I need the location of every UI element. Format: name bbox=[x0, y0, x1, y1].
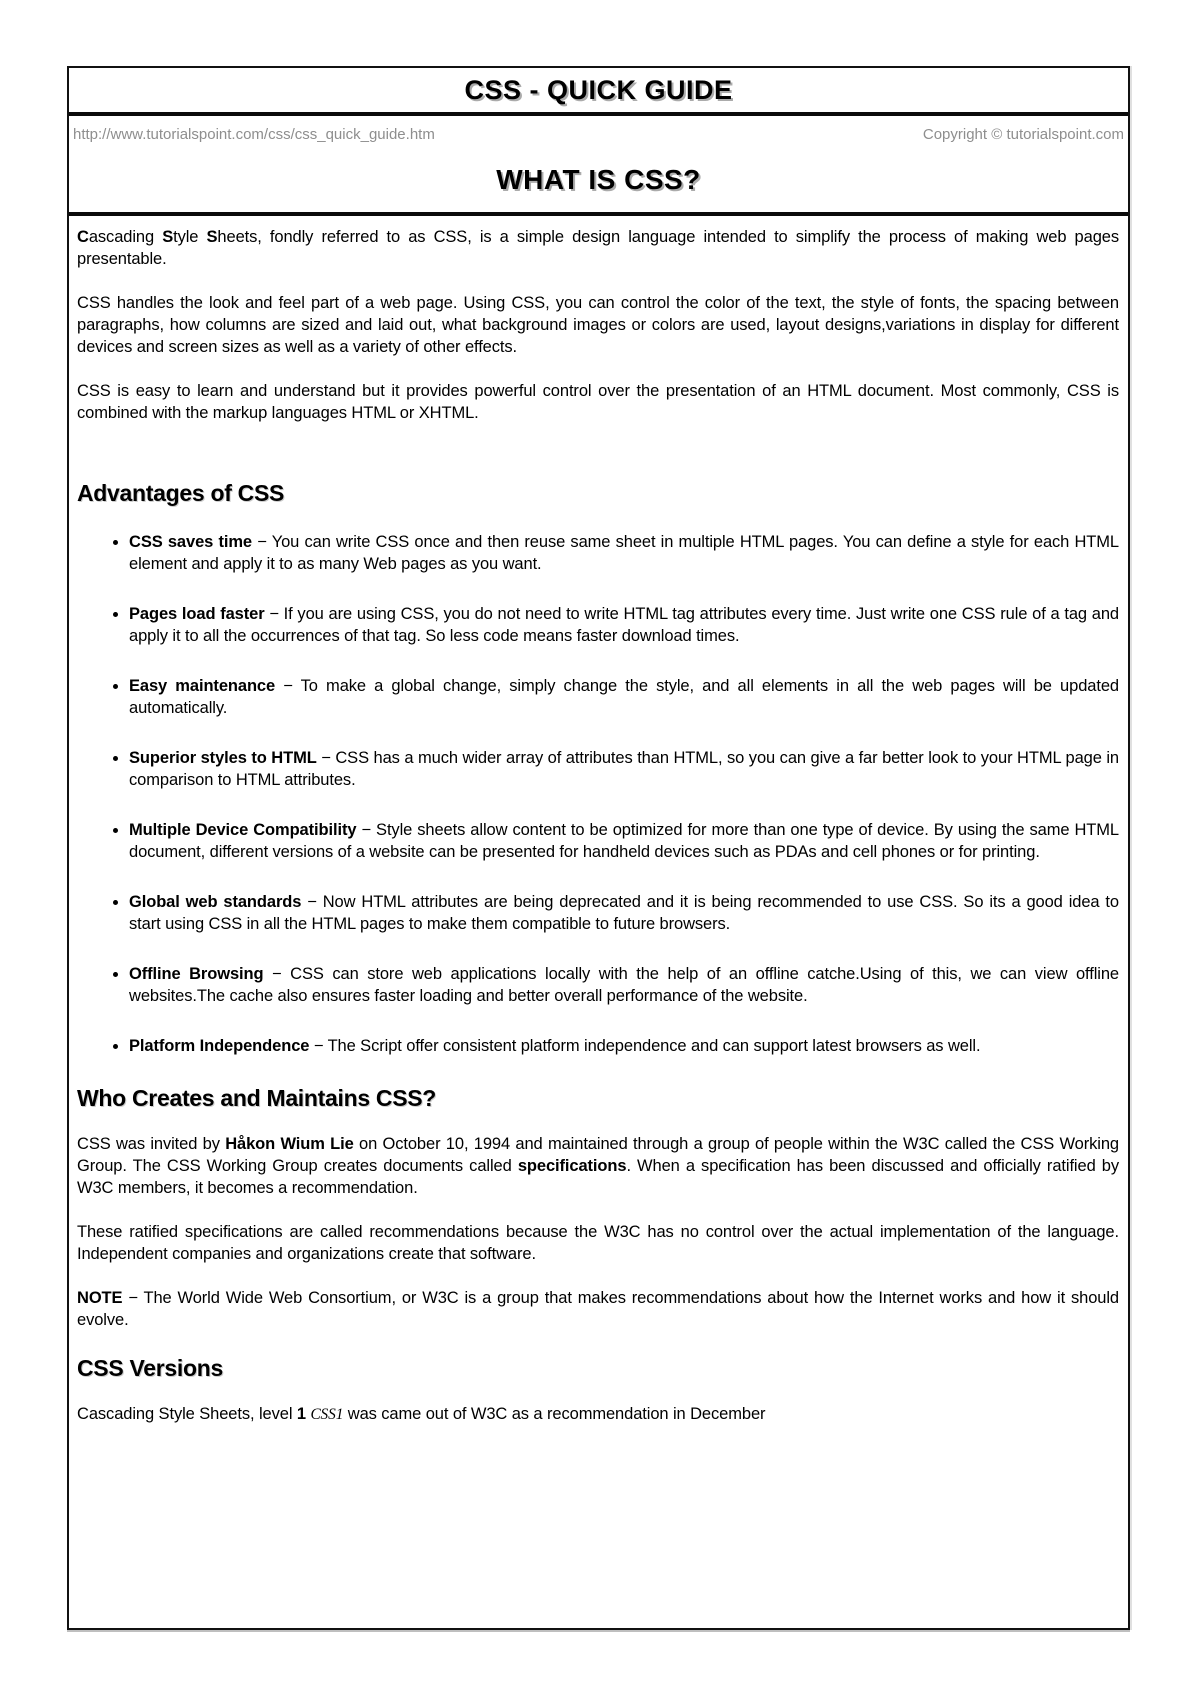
document-frame bbox=[67, 66, 1130, 1630]
title-bar bbox=[69, 68, 1128, 116]
text-run: tyle bbox=[173, 228, 207, 246]
text-run: ascading bbox=[88, 228, 163, 246]
advantage-label: Offline Browsing bbox=[129, 965, 264, 983]
bold-run: S bbox=[162, 228, 174, 246]
paragraph-intro-1 bbox=[77, 226, 1119, 270]
advantage-label: CSS saves time bbox=[129, 533, 252, 551]
advantage-item bbox=[129, 963, 1119, 1007]
advantage-text: − Now HTML attributes are being deprecated and it is being recommended to use CSS. So its a good idea to start using CSS in all the HTML pages to make them compatible to future browsers. bbox=[129, 893, 1119, 933]
advantage-item bbox=[129, 819, 1119, 863]
note-paragraph bbox=[77, 1287, 1119, 1331]
paragraph-intro-3: CSS is easy to learn and understand but it provides powerful control over the presentation of an HTML document. Most commonly, CSS is combined with the markup languages HTML or XHTML. bbox=[77, 382, 1119, 422]
paragraph-maintainers-2: These ratified specifications are called recommendations because the W3C has no control over the actual implementation of the language. Independent companies and organizations create that software. bbox=[77, 1223, 1119, 1263]
advantage-label: Easy maintenance bbox=[129, 677, 276, 695]
advantage-label: Multiple Device Compatibility bbox=[129, 821, 357, 839]
advantage-item bbox=[129, 675, 1119, 719]
document-body bbox=[69, 226, 1128, 1426]
paragraph-versions bbox=[77, 1403, 1119, 1426]
text-run: − The World Wide Web Consortium, or W3C is a group that makes recommendations about how the Internet works and how it should evolve. bbox=[77, 1289, 1119, 1329]
document-title: CSS - QUICK GUIDE bbox=[464, 75, 733, 105]
advantage-text: − CSS has a much wider array of attributes than HTML, so you can give a far better look to your HTML page in comparison to HTML attributes. bbox=[129, 749, 1119, 789]
text-run: was came out of W3C as a recommendation in December bbox=[343, 1405, 766, 1423]
bold-run: specifications bbox=[517, 1157, 627, 1175]
advantages-list bbox=[77, 531, 1119, 1057]
advantage-text: − Style sheets allow content to be optimized for more than one type of device. By using the same HTML document, different versions of a website can be presented for handheld devices such as PDAs and cell phones or for printing. bbox=[129, 821, 1119, 861]
text-run: CSS was invited by bbox=[77, 1135, 226, 1153]
advantage-label: Global web standards bbox=[129, 893, 302, 911]
advantage-text: − CSS can store web applications locally with the help of an offline catche.Using of this, we can view offline websites.The cache also ensures faster loading and better overall performance of the website. bbox=[129, 965, 1119, 1005]
advantage-text: − To make a global change, simply change the style, and all elements in all the web pages will be updated automatically. bbox=[129, 677, 1119, 717]
chapter-heading: WHAT IS CSS? bbox=[496, 164, 701, 195]
text-run: Cascading Style Sheets, level bbox=[77, 1405, 297, 1423]
bold-run: Håkon Wium Lie bbox=[225, 1135, 354, 1153]
code-run: CSS1 bbox=[310, 1406, 344, 1423]
copyright-text: Copyright © tutorialspoint.com bbox=[922, 126, 1124, 143]
advantage-item bbox=[129, 891, 1119, 935]
text-run: on October 10, 1994 and maintained through a group of people within the W3C called the CSS Working Group. The CSS Working Group creates documents called bbox=[77, 1135, 1119, 1175]
advantage-item bbox=[129, 603, 1119, 647]
note-label: NOTE bbox=[77, 1289, 123, 1307]
advantage-item bbox=[129, 747, 1119, 791]
bold-run: C bbox=[77, 228, 89, 246]
versions-heading: CSS Versions bbox=[77, 1355, 223, 1381]
header-section bbox=[69, 116, 1128, 216]
advantage-text: − If you are using CSS, you do not need to write HTML tag attributes every time. Just write one CSS rule of a tag and apply it to all the occurrences of that tag. So less code means faster download times. bbox=[129, 605, 1119, 645]
advantage-text: − You can write CSS once and then reuse same sheet in multiple HTML pages. You can define a style for each HTML element and apply it to as many Web pages as you want. bbox=[129, 533, 1119, 573]
advantage-text: − The Script offer consistent platform independence and can support latest browsers as well. bbox=[309, 1037, 981, 1055]
advantage-item bbox=[129, 1035, 1119, 1057]
bold-run: S bbox=[206, 228, 218, 246]
paragraph-intro-2: CSS handles the look and feel part of a web page. Using CSS, you can control the color of the text, the style of fonts, the spacing between paragraphs, how columns are sized and laid out, what background images or colors are used, layout designs,variations in display for different devices and screen sizes as well as a variety of other effects. bbox=[77, 294, 1119, 356]
bold-run: 1 bbox=[296, 1405, 306, 1423]
maintainers-heading: Who Creates and Maintains CSS? bbox=[77, 1085, 437, 1111]
advantage-label: Platform Independence bbox=[129, 1037, 310, 1055]
advantage-label: Superior styles to HTML bbox=[129, 749, 317, 767]
text-run: heets, fondly referred to as CSS, is a simple design language intended to simplify the process of making web pages presentable. bbox=[77, 228, 1119, 268]
source-url[interactable]: http://www.tutorialspoint.com/css/css_quick_guide.htm bbox=[73, 126, 435, 143]
meta-row bbox=[69, 116, 1128, 144]
paragraph-maintainers-1 bbox=[77, 1133, 1119, 1199]
advantages-heading: Advantages of CSS bbox=[77, 480, 285, 506]
text-run: . When a specification has been discussed and officially ratified by W3C members, it becomes a recommendation. bbox=[77, 1157, 1119, 1197]
advantage-item bbox=[129, 531, 1119, 575]
advantage-label: Pages load faster bbox=[129, 605, 265, 623]
